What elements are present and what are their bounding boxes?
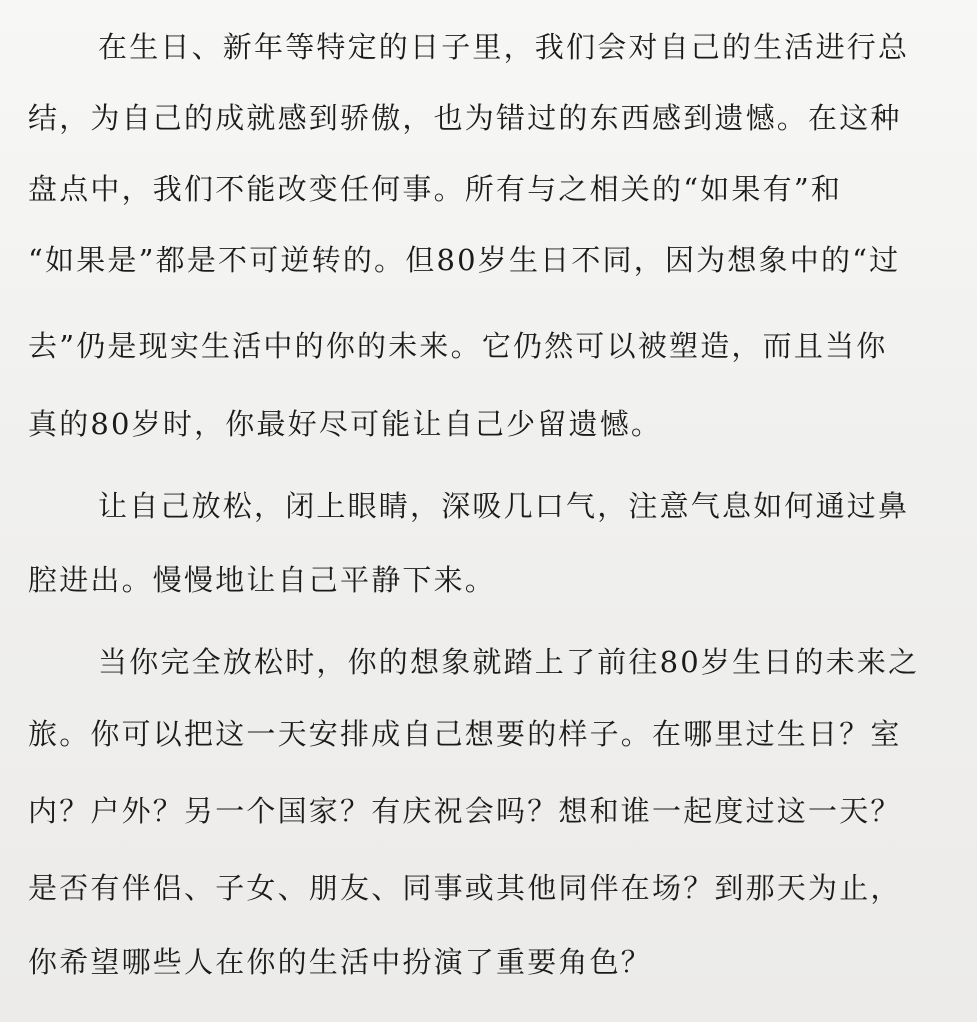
paragraph-3-line-5: 你希望哪些人在你的生活中扮演了重要角色？ <box>28 945 653 979</box>
paragraph-1-line-3: 盘点中，我们不能改变任何事。所有与之相关的“如果有”和 <box>28 172 843 206</box>
paragraph-1-line-6: 真的80岁时，你最好尽可能让自己少留遗憾。 <box>28 407 663 441</box>
paragraph-3-line-3: 内？户外？另一个国家？有庆祝会吗？想和谁一起度过这一天？ <box>28 794 902 828</box>
paragraph-2-line-1: 让自己放松，闭上眼睛，深吸几口气，注意气息如何通过鼻 <box>98 489 910 523</box>
paragraph-1-line-5: 去”仍是现实生活中的你的未来。它仍然可以被塑造，而且当你 <box>28 329 888 363</box>
paragraph-1-line-4: “如果是”都是不可逆转的。但80岁生日不同，因为想象中的“过 <box>28 243 901 277</box>
paragraph-1-line-2: 结，为自己的成就感到骄傲，也为错过的东西感到遗憾。在这种 <box>28 101 902 135</box>
paragraph-2-line-2: 腔进出。慢慢地让自己平静下来。 <box>28 563 497 597</box>
paragraph-3-line-1: 当你完全放松时，你的想象就踏上了前往80岁生日的未来之 <box>98 645 920 679</box>
paragraph-3-line-2: 旅。你可以把这一天安排成自己想要的样子。在哪里过生日？室 <box>28 717 902 751</box>
paragraph-3-line-4: 是否有伴侣、子女、朋友、同事或其他同伴在场？到那天为止， <box>28 871 902 905</box>
paragraph-1-line-1: 在生日、新年等特定的日子里，我们会对自己的生活进行总 <box>98 30 910 64</box>
